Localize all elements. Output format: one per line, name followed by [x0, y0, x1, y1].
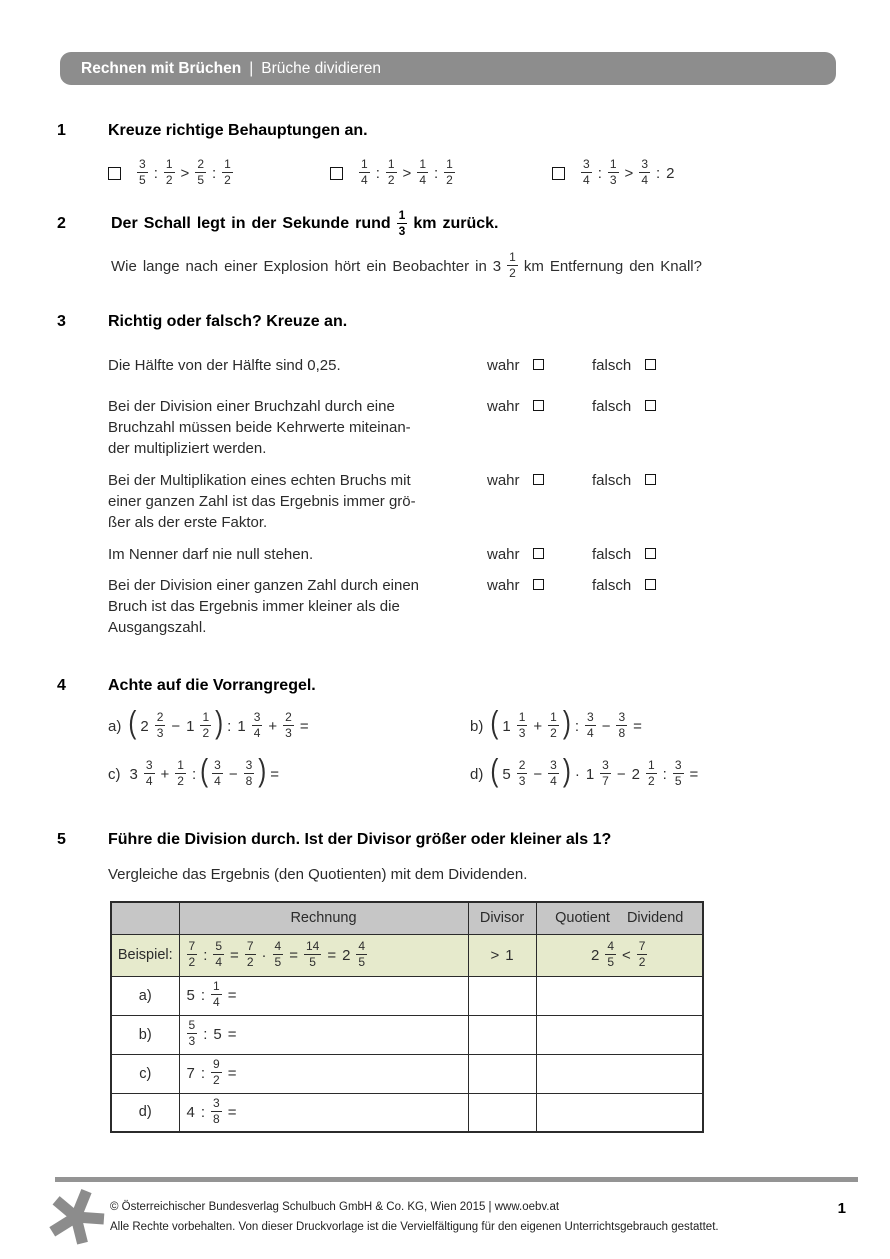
- wahr-label: wahr: [487, 472, 520, 489]
- table-header-row: [111, 902, 703, 934]
- task-5-number: 5: [57, 831, 66, 848]
- row-example-quotient: 2 $\frac{4}{5}$ < $\frac{7}{2}$: [536, 934, 703, 976]
- header-rechnung-cell: Rechnung: [179, 902, 468, 934]
- header-dividend-label: Dividend: [626, 910, 684, 927]
- item-c-label: c): [108, 765, 121, 783]
- wahr-label: wahr: [487, 577, 520, 594]
- item-a-label: a): [108, 717, 122, 735]
- oebv-logo-icon: [46, 1188, 106, 1246]
- task-2-heading-row: [57, 206, 501, 242]
- option-2-expression: $\frac{1}{4}$ : $\frac{1}{2}$ > $\frac{1}{4}$ : $\frac{1}{2}$: [361, 156, 453, 187]
- row-a-label: a): [111, 976, 179, 1015]
- row-b-label: b): [111, 1015, 179, 1054]
- item-b-label: b): [470, 717, 484, 735]
- checkbox-option-1[interactable]: [108, 167, 121, 180]
- worksheet-title: Rechnen mit Brüchen: [81, 59, 242, 77]
- statement-row-1: [108, 355, 688, 376]
- header-divisor-cell: Divisor: [468, 902, 536, 934]
- task-4-heading: Achte auf die Vorrangregel.: [108, 677, 316, 694]
- page-number: 1: [837, 1200, 846, 1217]
- task-3-number: 3: [57, 313, 66, 330]
- task-4-item-b: [470, 702, 701, 750]
- task-1-options: [108, 150, 774, 196]
- table-row-c: [111, 1054, 703, 1093]
- statement-row-2: [108, 396, 688, 459]
- row-example-label: Beispiel:: [111, 934, 179, 976]
- task-2-question: Wie lange nach einer Explosion hört ein Beobachter in 3 $\frac{1}{2}$ km Entfernung den Knall?: [111, 249, 702, 280]
- task-2-heading: Der Schall legt in der Sekunde rund $\frac{1}{3}$ km zurück.: [111, 207, 499, 238]
- statement-row-5: [108, 575, 688, 638]
- item-d-expression: ( 5 $\frac{2}{3}$ − $\frac{3}{4}$ ) · 1 $\frac{3}{7}$ − 2 $\frac{1}{2}$ : $\frac{3}{5}$ =: [490, 753, 699, 790]
- row-a-quotient-answer-cell[interactable]: [536, 976, 703, 1015]
- header-quotient-label: Quotient: [555, 910, 610, 927]
- task-5-heading: Führe die Division durch. Ist der Divisor größer oder kleiner als 1?: [108, 831, 612, 848]
- task-1-option-1: [108, 156, 330, 188]
- checkbox-wahr-3[interactable]: [533, 474, 544, 485]
- table-row-a: [111, 976, 703, 1015]
- task-4-item-c: [108, 750, 470, 798]
- task-1-option-3: [552, 156, 774, 188]
- checkbox-falsch-4[interactable]: [645, 548, 656, 559]
- wahr-label: wahr: [487, 357, 520, 374]
- checkbox-wahr-2[interactable]: [533, 400, 544, 411]
- task-4-number: 4: [57, 677, 66, 694]
- checkbox-wahr-4[interactable]: [533, 548, 544, 559]
- task-1-option-2: [330, 156, 552, 188]
- checkbox-wahr-1[interactable]: [533, 359, 544, 370]
- falsch-label: falsch: [592, 577, 632, 594]
- table-row-b: [111, 1015, 703, 1054]
- falsch-label: falsch: [592, 357, 632, 374]
- task-5-subtitle: Vergleiche das Ergebnis (den Quotienten) mit dem Dividenden.: [108, 866, 528, 883]
- statement-4-text: Im Nenner darf nie null stehen.: [108, 546, 314, 563]
- task-2-number: 2: [57, 215, 66, 232]
- task-1-heading-row: [57, 122, 368, 140]
- task-3-heading-row: [57, 313, 347, 331]
- checkbox-option-3[interactable]: [552, 167, 565, 180]
- statement-2-text: Bei der Division einer Bruchzahl durch eine Bruchzahl müssen beide Kehrwerte miteinan- der multipliziert werden.: [108, 398, 411, 457]
- row-c-label: c): [111, 1054, 179, 1093]
- task-4-item-a: [108, 702, 470, 750]
- row-b-rechnung: $\frac{5}{3}$ : 5 =: [179, 1015, 468, 1054]
- statement-5-text: Bei der Division einer ganzen Zahl durch einen Bruch ist das Ergebnis immer kleiner als die Ausgangszahl.: [108, 577, 420, 636]
- table-row-example: [111, 934, 703, 976]
- row-c-quotient-answer-cell[interactable]: [536, 1054, 703, 1093]
- row-b-divisor-answer-cell[interactable]: [468, 1015, 536, 1054]
- footer-divider-bar: [55, 1177, 858, 1182]
- option-3-expression: $\frac{3}{4}$ : $\frac{1}{3}$ > $\frac{3}{4}$ : 2: [583, 156, 675, 187]
- table-row-d: [111, 1093, 703, 1132]
- row-b-quotient-answer-cell[interactable]: [536, 1015, 703, 1054]
- checkbox-option-2[interactable]: [330, 167, 343, 180]
- row-d-rechnung: 4 : $\frac{3}{8}$ =: [179, 1093, 468, 1132]
- task-1-number: 1: [57, 122, 66, 139]
- item-c-expression: 3 $\frac{3}{4}$ + $\frac{1}{2}$ : ( $\frac{3}{4}$ − $\frac{3}{8}$ ) =: [129, 753, 280, 790]
- worksheet-title-banner: [60, 52, 836, 85]
- task-4-items: [108, 702, 701, 798]
- footer-line-1: © Österreichischer Bundesverlag Schulbuch GmbH & Co. KG, Wien 2015 | www.oebv.at: [110, 1201, 560, 1213]
- wahr-label: wahr: [487, 398, 520, 415]
- title-divider: |: [249, 59, 254, 77]
- row-example-rechnung: $\frac{7}{2}$ : $\frac{5}{4}$ = $\frac{7}{2}$ · $\frac{4}{5}$ = $\frac{14}{5}$ = 2 $\frac{4}{5}$: [179, 934, 468, 976]
- falsch-label: falsch: [592, 398, 632, 415]
- header-quotient-dividend-cell: [536, 902, 703, 934]
- statement-3-text: Bei der Multiplikation eines echten Bruchs mit einer ganzen Zahl ist das Ergebnis immer grö- ßer als der erste Faktor.: [108, 472, 416, 531]
- task-4-item-d: [470, 750, 701, 798]
- row-d-label: d): [111, 1093, 179, 1132]
- footer-copyright: [110, 1197, 719, 1237]
- checkbox-wahr-5[interactable]: [533, 579, 544, 590]
- option-1-expression: $\frac{3}{5}$ : $\frac{1}{2}$ > $\frac{2}{5}$ : $\frac{1}{2}$: [139, 156, 231, 187]
- item-a-expression: ( 2 $\frac{2}{3}$ − 1 $\frac{1}{2}$ ) : 1 $\frac{3}{4}$ + $\frac{2}{3}$ =: [128, 705, 309, 742]
- item-b-expression: ( 1 $\frac{1}{3}$ + $\frac{1}{2}$ ) : $\frac{3}{4}$ − $\frac{3}{8}$ =: [490, 705, 642, 742]
- header-label-cell: [111, 902, 179, 934]
- row-d-quotient-answer-cell[interactable]: [536, 1093, 703, 1132]
- task-4-heading-row: [57, 677, 316, 695]
- checkbox-falsch-2[interactable]: [645, 400, 656, 411]
- item-d-label: d): [470, 765, 484, 783]
- row-c-rechnung: 7 : $\frac{9}{2}$ =: [179, 1054, 468, 1093]
- task-5-heading-row: [57, 831, 611, 849]
- row-example-divisor: > 1: [468, 934, 536, 976]
- division-table: [110, 901, 704, 1133]
- checkbox-falsch-3[interactable]: [645, 474, 656, 485]
- task-3-heading: Richtig oder falsch? Kreuze an.: [108, 313, 348, 330]
- worksheet-subtitle: Brüche dividieren: [261, 59, 381, 77]
- task-2-question-row: [108, 246, 705, 286]
- row-a-rechnung: 5 : $\frac{1}{4}$ =: [179, 976, 468, 1015]
- statement-row-3: [108, 470, 688, 533]
- row-c-divisor-answer-cell[interactable]: [468, 1054, 536, 1093]
- task-1-heading: Kreuze richtige Behauptungen an.: [108, 122, 368, 139]
- row-d-divisor-answer-cell[interactable]: [468, 1093, 536, 1132]
- wahr-label: wahr: [487, 546, 520, 563]
- statement-row-4: [108, 544, 688, 565]
- row-a-divisor-answer-cell[interactable]: [468, 976, 536, 1015]
- statement-1-text: Die Hälfte von der Hälfte sind 0,25.: [108, 357, 341, 374]
- checkbox-falsch-5[interactable]: [645, 579, 656, 590]
- falsch-label: falsch: [592, 546, 632, 563]
- checkbox-falsch-1[interactable]: [645, 359, 656, 370]
- footer-line-2: Alle Rechte vorbehalten. Von dieser Druckvorlage ist die Vervielfältigung für den eigenen Unterrichtsgebrauch gestattet.: [110, 1221, 719, 1233]
- falsch-label: falsch: [592, 472, 632, 489]
- task-3-statements: [108, 355, 688, 638]
